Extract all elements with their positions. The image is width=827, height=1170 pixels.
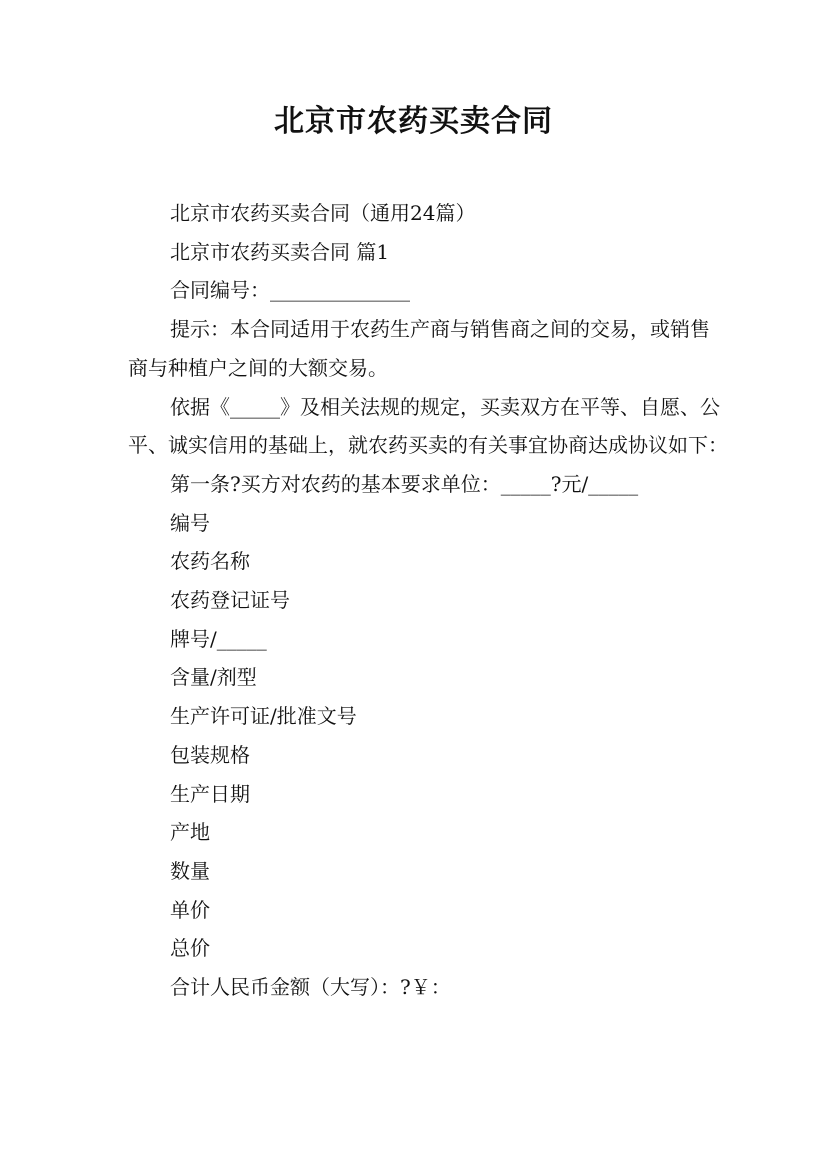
paragraph-notice: 提示：本合同适用于农药生产商与销售商之间的交易，或销售商与种植户之间的大额交易。	[128, 317, 710, 380]
field-label-unit-price: 单价	[170, 897, 210, 922]
field-label-number: 编号	[170, 510, 210, 535]
field-label-registration-number: 农药登记证号	[170, 588, 290, 613]
field-label-production-date: 生产日期	[170, 781, 250, 806]
paragraph-article-1: 第一条?买方对农药的基本要求单位：_____?元/_____	[170, 471, 639, 496]
field-label-brand: 牌号/_____	[170, 626, 267, 651]
paragraph-subtitle: 北京市农药买卖合同（通用24篇）	[170, 201, 476, 225]
field-label-packaging: 包装规格	[170, 742, 250, 767]
paragraph-section-heading: 北京市农药买卖合同 篇1	[170, 239, 390, 264]
paragraph-contract-number: 合同编号：______________	[170, 278, 410, 303]
field-label-total-price: 总价	[170, 936, 210, 961]
field-label-total-rmb-amount: 合计人民币金额（大写）：?￥：	[170, 975, 451, 1000]
field-label-pesticide-name: 农药名称	[170, 549, 250, 574]
paragraph-basis: 依据《_____》及相关法规的规定，买卖双方在平等、自愿、公平、诚实信用的基础上，就农药买卖的有关事宜协商达成协议如下：	[128, 394, 728, 458]
field-label-origin: 产地	[170, 820, 210, 845]
field-label-content-formulation: 含量/剂型	[170, 665, 257, 690]
document-body	[128, 194, 728, 1007]
document-title: 北京市农药买卖合同	[274, 104, 553, 139]
field-label-quantity: 数量	[170, 858, 210, 883]
field-label-license-approval: 生产许可证/批准文号	[170, 704, 357, 729]
